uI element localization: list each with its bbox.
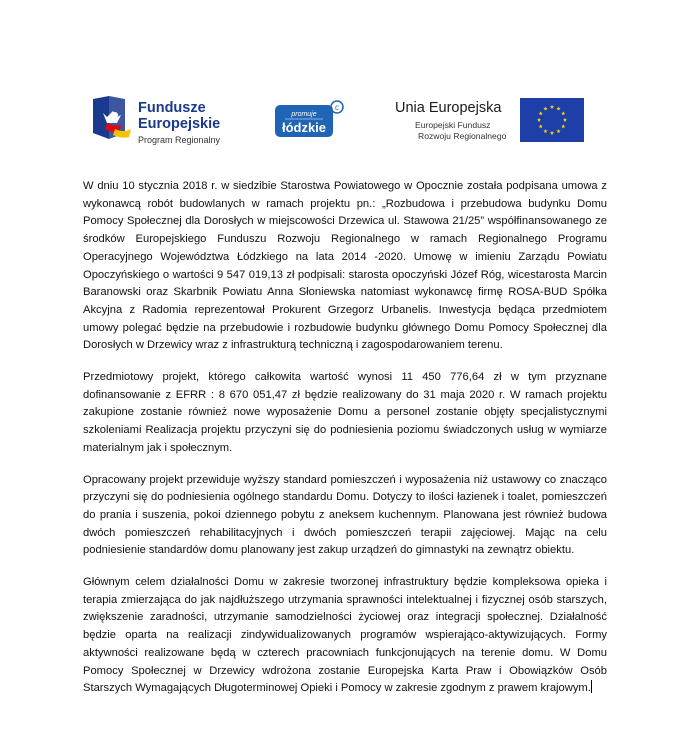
fe-title [138, 100, 220, 132]
ue-subtitle-1: Europejski Fundusz [415, 120, 491, 130]
lodz-small-text: promuje [291, 111, 317, 118]
eu-flag-icon [520, 98, 584, 142]
lodz-big-text: łódzkie [281, 120, 327, 135]
paragraph-1: W dniu 10 stycznia 2018 r. w siedzibie Starostwa Powiatowego w Opocznie została podpisana umowa z wykonawcą robót budowlanych w ramach projektu pn.: „Rozbudowa i przebudowa budynku Domu Pomocy Społecznej dla Dorosłych w miejscowości Drzewica ul. Stawowa 21/25” współfinansowanego ze środków Europejskiego Funduszu Rozwoju Regionalnego w ramach Regionalnego Programu Operacyjnego Województwa Łódzkiego na lata 2014 -2020. Umowę w imieniu Zarządu Powiatu Opoczyńskiego o wartości 9 547 019,13 zł podpisali: starosta opoczyński Józef Róg, wicestarosta Marcin Baranowski oraz Skarbnik Powiatu Anna Słoniewska natomiast wykonawcę firmę ROSA-BUD Spółka Akcyjna z Radomia reprezentował Prokurent Grzegorz Urbanelis. Inwestycja będąca przedmiotem umowy polegać będzie na przebudowie i rozbudowie budynku głównego Domu Pomocy Społecznej dla Dorosłych w Drzewicy wraz z infrastrukturą techniczną i zagospodarowaniem terenu. [83, 180, 607, 352]
paragraph-4 [83, 574, 607, 698]
text-cursor [591, 680, 592, 693]
logo-strip [0, 0, 676, 160]
paragraph-3: Opracowany projekt przewiduje wyższy standard pomieszczeń i wyposażenia niż ustawowy co znacząco przyczyni się do podniesienia ogólnego standardu Domu. Dotyczy to ilości łazienek i toalet, pomieszczeń do prania i suszenia, pokoi dziennego pobytu z aneksem kuchennym. Planowana jest również budowa dwóch pomieszczeń rehabilitacyjnych i dwóch pomieszczeń terapii zajęciowej. Mając na celu podniesienie standardów domu planowany jest zakup urządzeń do gimnastyki na zewnątrz obiektu. [83, 473, 607, 557]
ue-title: Unia Europejska [395, 100, 502, 116]
fe-title-line2: Europejskie [138, 116, 221, 132]
fe-subtitle: Program Regionalny [138, 135, 221, 145]
promuje-lodzkie-logo-icon [275, 99, 345, 139]
paragraph-2: Przedmiotowy projekt, którego całkowita wartość wynosi 11 450 776,64 zł w tym przyznane dofinansowanie z EFRR : 8 670 051,47 zł będzie realizowany do 31 maja 2020 r. W ramach projektu zakupione zostanie również nowe wyposażenie Domu a personel zostanie objęty specjalistycznymi szkoleniami Realizacja projektu przyczyni się do podniesienia poziomu świadczonych usług w wymiarze materialnym jak i społecznym. [83, 371, 607, 454]
svg-text:c: c [335, 103, 339, 112]
fe-title-line1: Fundusze [138, 100, 206, 116]
ue-subtitle-2: Rozwoju Regionalnego [418, 131, 507, 141]
document-body [83, 178, 607, 704]
paragraph-4-text: Głównym celem działalności Domu w zakresie tworzonej infrastruktury będzie kompleksowa opieka i terapia zmierzająca do jak najdłuższego utrzymania sprawności intelektualnej i fizycznej osób starszych, zwiększenie zaradności, utrzymanie samodzielności życiowej oraz integracji społecznej. Działalność będzie oparta na realizacji zindywidualizowanych programów wspierająco-aktywizujących. Formy aktywności realizowane będą w czterech pracowniach funkcjonujących na terenie domu. W Domu Pomocy Społecznej w Drzewicy wdrożona zostanie Europejska Karta Praw i Obowiązków Osób Starszych Wymagających Długoterminowej Opieki i Pomocy w zakresie zgodnym z prawem krajowym. [83, 576, 607, 695]
